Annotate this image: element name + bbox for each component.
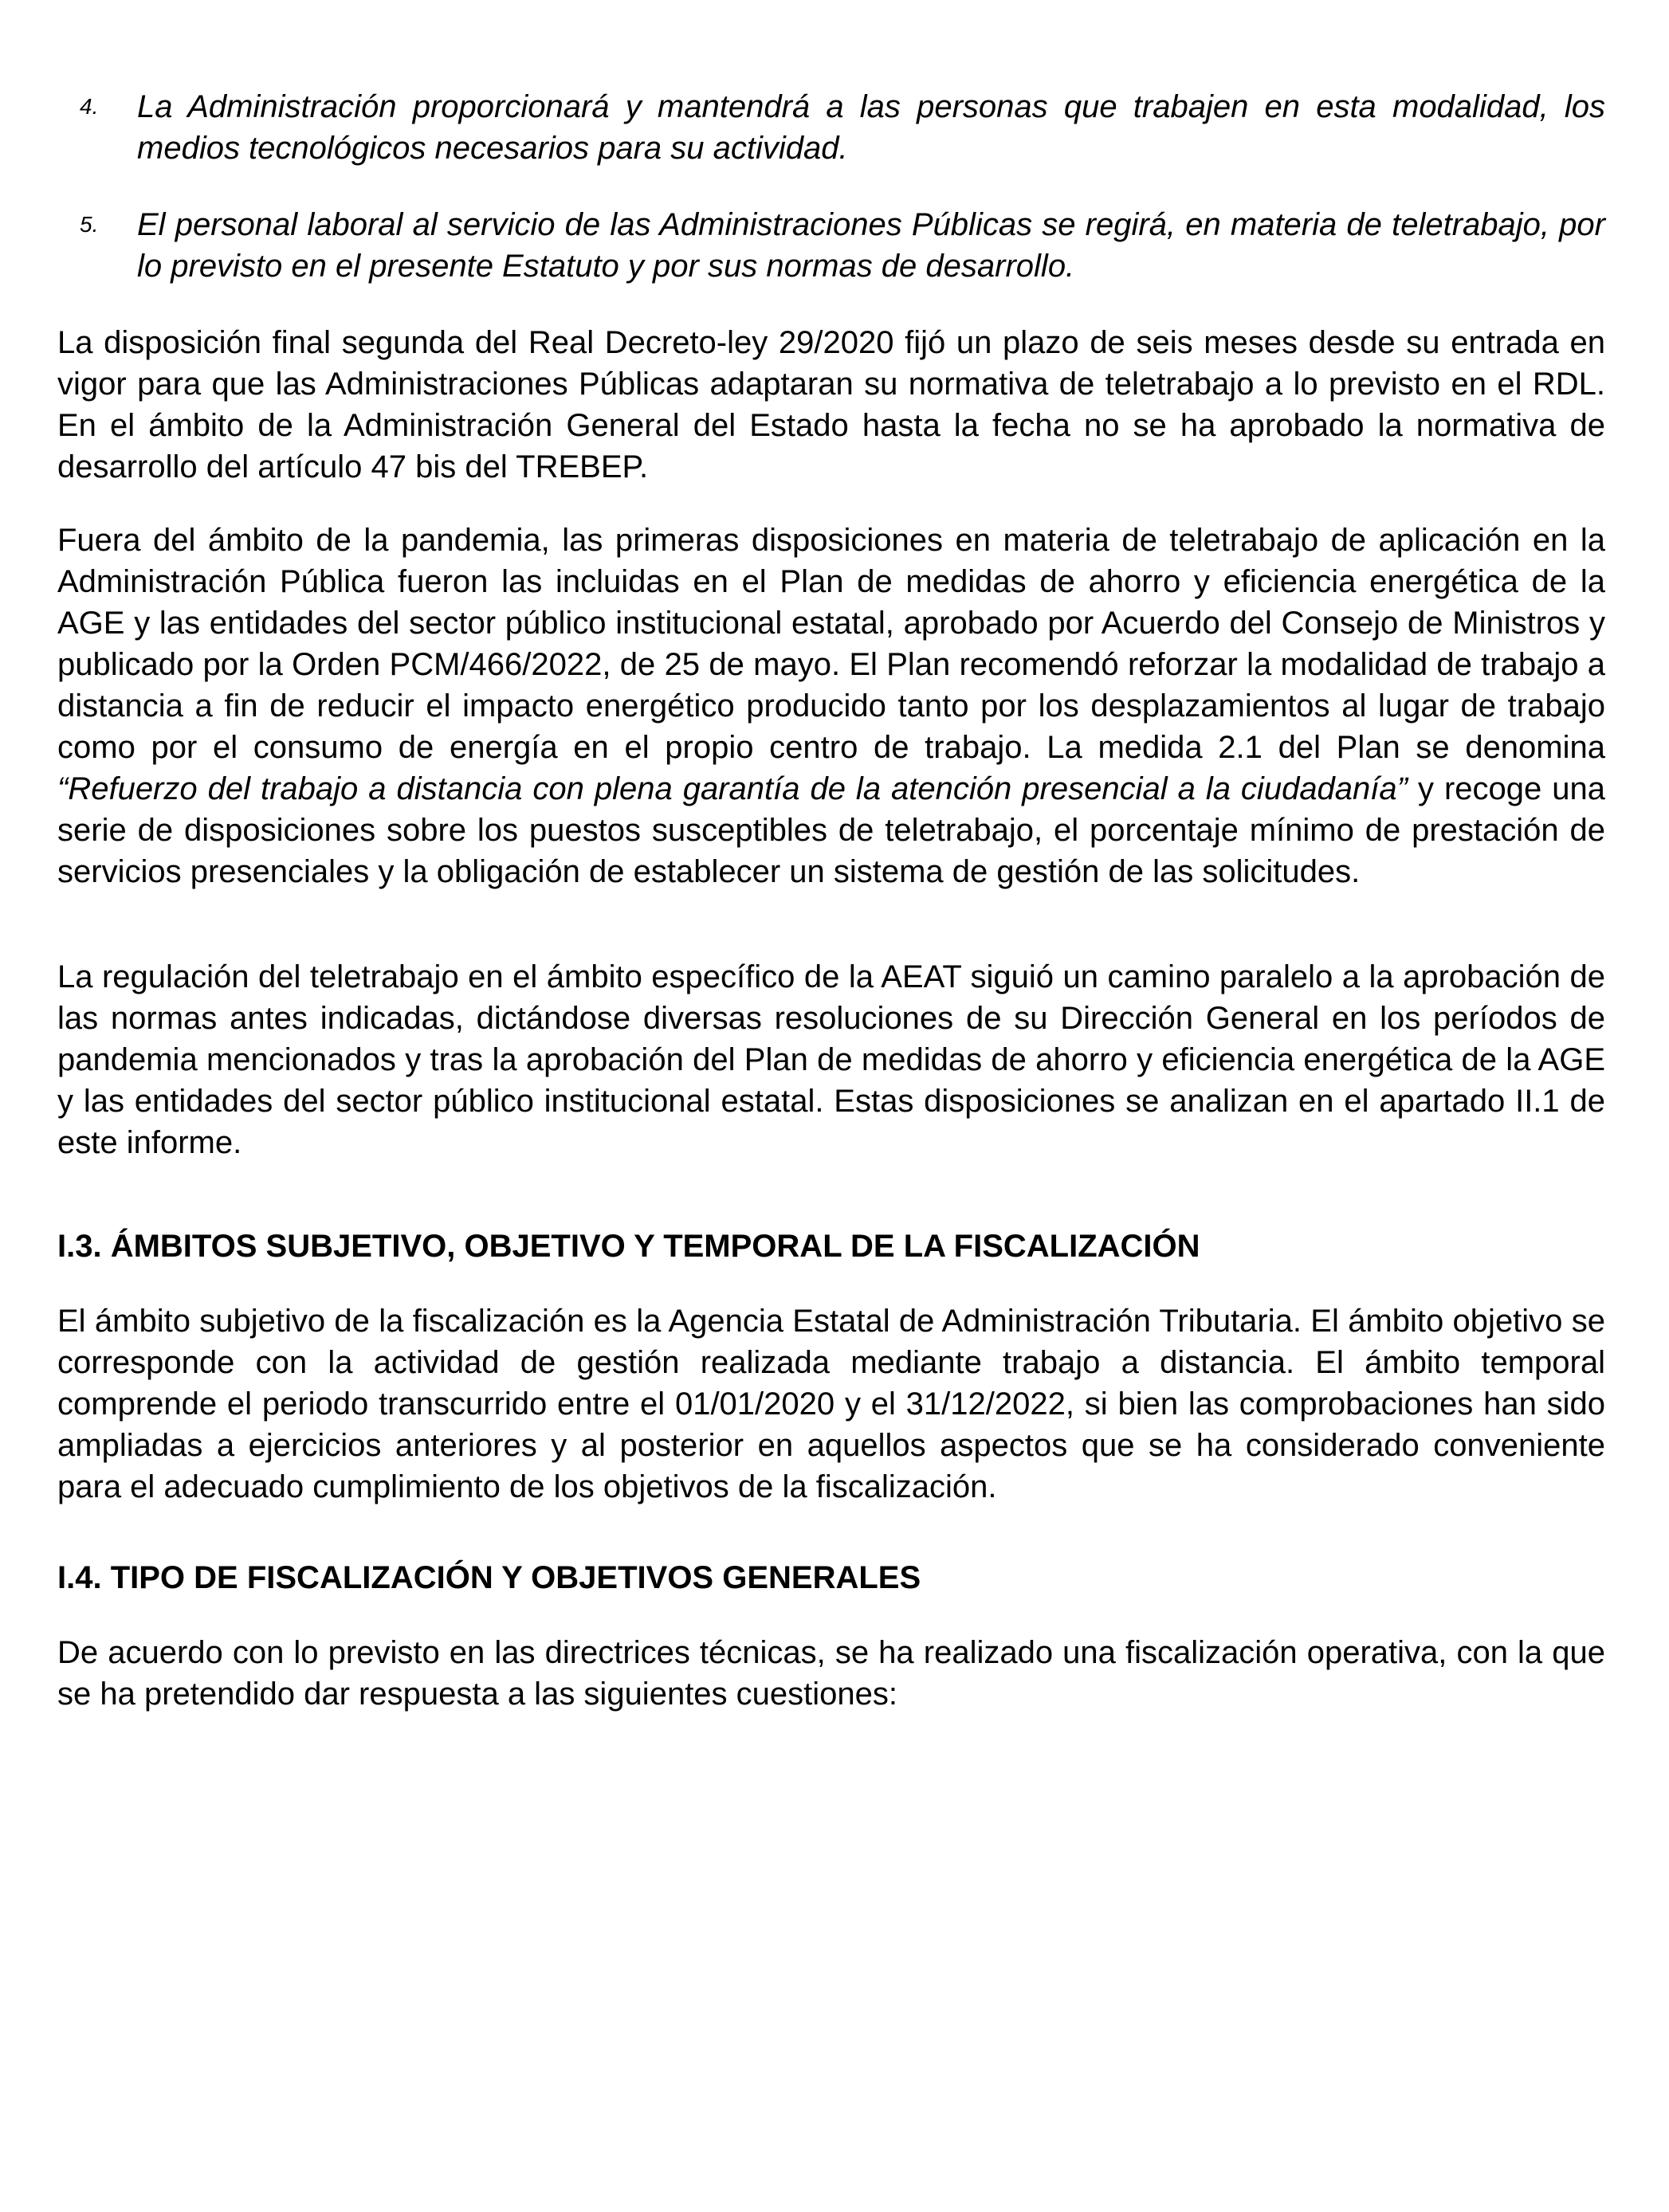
paragraph-ambito-subjetivo: El ámbito subjetivo de la fiscalización es la Agencia Estatal de Administración Tributaria. El ámbito objetivo se corresponde con la actividad de gestión realizada mediante trabajo a distancia. El ámbito temporal comprende el periodo transcurrido entre el 01/01/2020 y el 31/12/2022, si bien las comprobaciones han sido ampliadas a ejercicios anteriores y al posterior en aquellos aspectos que se ha considerado conveniente para el adecuado cumplimiento de los objetivos de la fiscalización. [57, 1304, 1605, 1504]
list-text: El personal laboral al servicio de las Administraciones Públicas se regirá, en materia de teletrabajo, por lo previsto en el presente Estatuto y por sus normas de desarrollo. [137, 207, 1605, 284]
measure-title-quote: “Refuerzo del trabajo a distancia con plena garantía de la atención presencial a la ciudadanía” [57, 771, 1408, 806]
paragraph-text: Fuera del ámbito de la pandemia, las primeras disposiciones en materia de teletrabajo de aplicación en la Administración Pública fueron las incluidas en el Plan de medidas de ahorro y eficiencia energética de la AGE y las entidades del sector público institucional estatal, aprobado por Acuerdo del Consejo de Ministros y publicado por la Orden PCM/466/2022, de 25 de mayo. El Plan recomendó reforzar la modalidad de trabajo a distancia a fin de reducir el impacto energético producido tanto por los desplazamientos al lugar de trabajo como por el consumo de energía en el propio centro de trabajo. La medida 2.1 del Plan se denomina [57, 523, 1605, 765]
section-heading-i4: I.4. TIPO DE FISCALIZACIÓN Y OBJETIVOS GENERALES [57, 1560, 921, 1595]
list-number: 4. [80, 94, 99, 119]
list-item-5 [57, 204, 1605, 287]
paragraph-tipo-fiscalizacion: De acuerdo con lo previsto en las directrices técnicas, se ha realizado una fiscalización operativa, con la que se ha pretendido dar respuesta a las siguientes cuestiones: [57, 1635, 1605, 1712]
section-heading-i3: I.3. ÁMBITOS SUBJETIVO, OBJETIVO Y TEMPORAL DE LA FISCALIZACIÓN [57, 1229, 1200, 1264]
paragraph-text: y recoge una serie de disposiciones sobre los puestos susceptibles de teletrabajo, el porcentaje mínimo de prestación de servicios presenciales y la obligación de establecer un sistema de gestión de las solicitudes. [57, 771, 1605, 889]
paragraph-disposicion-final: La disposición final segunda del Real Decreto-ley 29/2020 fijó un plazo de seis meses desde su entrada en vigor para que las Administraciones Públicas adaptaran su normativa de teletrabajo a lo previsto en el RDL. En el ámbito de la Administración General del Estado hasta la fecha no se ha aprobado la normativa de desarrollo del artículo 47 bis del TREBEP. [57, 325, 1605, 484]
list-text: La Administración proporcionará y mantendrá a las personas que trabajen en esta modalidad, los medios tecnológicos necesarios para su actividad. [137, 89, 1605, 166]
paragraph-fuera-pandemia [57, 520, 1605, 892]
list-number: 5. [80, 212, 99, 237]
paragraph-regulacion-aeat: La regulación del teletrabajo en el ámbito específico de la AEAT siguió un camino paralelo a la aprobación de las normas antes indicadas, dictándose diversas resoluciones de su Dirección General en los períodos de pandemia mencionados y tras la aprobación del Plan de medidas de ahorro y eficiencia energética de la AGE y las entidades del sector público institucional estatal. Estas disposiciones se analizan en el apartado II.1 de este informe. [57, 959, 1605, 1160]
list-item-4 [57, 86, 1605, 169]
